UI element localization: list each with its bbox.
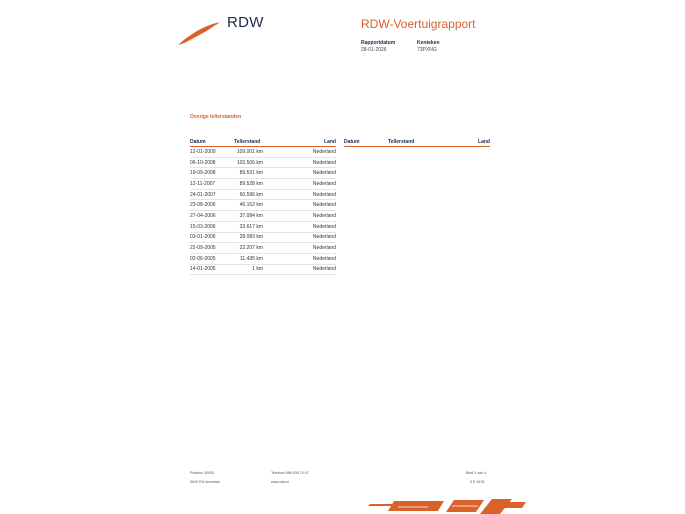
table-row bbox=[190, 168, 336, 179]
footer-web-link[interactable]: www.rdw.nl bbox=[271, 480, 289, 484]
row-odometer: 37.084 km bbox=[226, 211, 263, 222]
row-odometer: 28.083 km bbox=[226, 232, 263, 243]
footer-reference: 3 E 1678 bbox=[470, 480, 485, 484]
brand-name: RDW bbox=[227, 14, 264, 31]
row-country: Nederland bbox=[263, 243, 336, 254]
table-row bbox=[190, 243, 336, 254]
rdw-logo-wing-icon bbox=[176, 20, 222, 46]
row-odometer: 46.152 km bbox=[226, 200, 263, 211]
row-country: Nederland bbox=[263, 168, 336, 179]
col-odometer-header: Tellerstand bbox=[226, 138, 263, 147]
table-row bbox=[190, 200, 336, 211]
col-date-header: Datum bbox=[190, 138, 226, 147]
row-country: Nederland bbox=[263, 264, 336, 275]
table-header-row bbox=[344, 138, 490, 147]
row-odometer: 60.596 km bbox=[226, 189, 263, 200]
table-row bbox=[190, 211, 336, 222]
row-country: Nederland bbox=[263, 221, 336, 232]
odometer-table-right bbox=[344, 138, 490, 147]
row-odometer: 89.528 km bbox=[226, 179, 263, 190]
table-row bbox=[190, 232, 336, 243]
row-odometer: 89.531 km bbox=[226, 168, 263, 179]
row-date: 27-04-2006 bbox=[190, 211, 226, 222]
report-date-value: 28-01-2026 bbox=[361, 47, 387, 53]
table-row bbox=[190, 253, 336, 264]
table-row bbox=[190, 157, 336, 168]
row-country: Nederland bbox=[263, 200, 336, 211]
row-date: 12-11-2007 bbox=[190, 179, 226, 190]
table-row bbox=[190, 264, 336, 275]
plate-label: Kenteken bbox=[417, 40, 440, 46]
col-country-header: Land bbox=[417, 138, 490, 147]
table-row bbox=[190, 147, 336, 158]
row-date: 23-08-2006 bbox=[190, 200, 226, 211]
row-odometer: 103.506 km bbox=[226, 157, 263, 168]
section-title: Overige tellerstanden bbox=[190, 114, 242, 120]
report-title: RDW-Voertuigrapport bbox=[361, 17, 476, 31]
row-odometer: 1 km bbox=[226, 264, 263, 275]
row-country: Nederland bbox=[263, 253, 336, 264]
footer-phone: Telefoon 088 008 74 47 bbox=[271, 471, 309, 475]
table-row bbox=[190, 189, 336, 200]
row-date: 12-01-2009 bbox=[190, 147, 226, 158]
row-date: 19-09-2008 bbox=[190, 168, 226, 179]
table-row bbox=[190, 179, 336, 190]
footer-address-line2: 9640 RA Veendam bbox=[190, 480, 220, 484]
row-date: 22-09-2005 bbox=[190, 243, 226, 254]
row-date: 02-06-2005 bbox=[190, 253, 226, 264]
row-country: Nederland bbox=[263, 157, 336, 168]
row-country: Nederland bbox=[263, 147, 336, 158]
row-date: 14-01-2005 bbox=[190, 264, 226, 275]
col-country-header: Land bbox=[263, 138, 336, 147]
row-country: Nederland bbox=[263, 211, 336, 222]
row-odometer: 22.207 km bbox=[226, 243, 263, 254]
row-date: 24-01-2007 bbox=[190, 189, 226, 200]
footer-address-line1: Postbus 30000 bbox=[190, 471, 214, 475]
row-date: 03-01-2006 bbox=[190, 232, 226, 243]
col-date-header: Datum bbox=[344, 138, 380, 147]
row-date: 06-10-2008 bbox=[190, 157, 226, 168]
row-date: 15-03-2006 bbox=[190, 221, 226, 232]
report-date-label: Rapportdatum bbox=[361, 40, 396, 46]
odometer-table-left bbox=[190, 138, 336, 275]
col-odometer-header: Tellerstand bbox=[380, 138, 417, 147]
row-country: Nederland bbox=[263, 232, 336, 243]
row-odometer: 11.435 km bbox=[226, 253, 263, 264]
row-country: Nederland bbox=[263, 179, 336, 190]
row-odometer: 109.001 km bbox=[226, 147, 263, 158]
row-country: Nederland bbox=[263, 189, 336, 200]
row-odometer: 33.617 km bbox=[226, 221, 263, 232]
decorative-stripes-icon bbox=[368, 497, 526, 514]
plate-value: 73PXNG bbox=[417, 47, 437, 53]
table-header-row bbox=[190, 138, 336, 147]
footer-page-number: Blad 2 van 4 bbox=[466, 471, 486, 475]
table-row bbox=[190, 221, 336, 232]
